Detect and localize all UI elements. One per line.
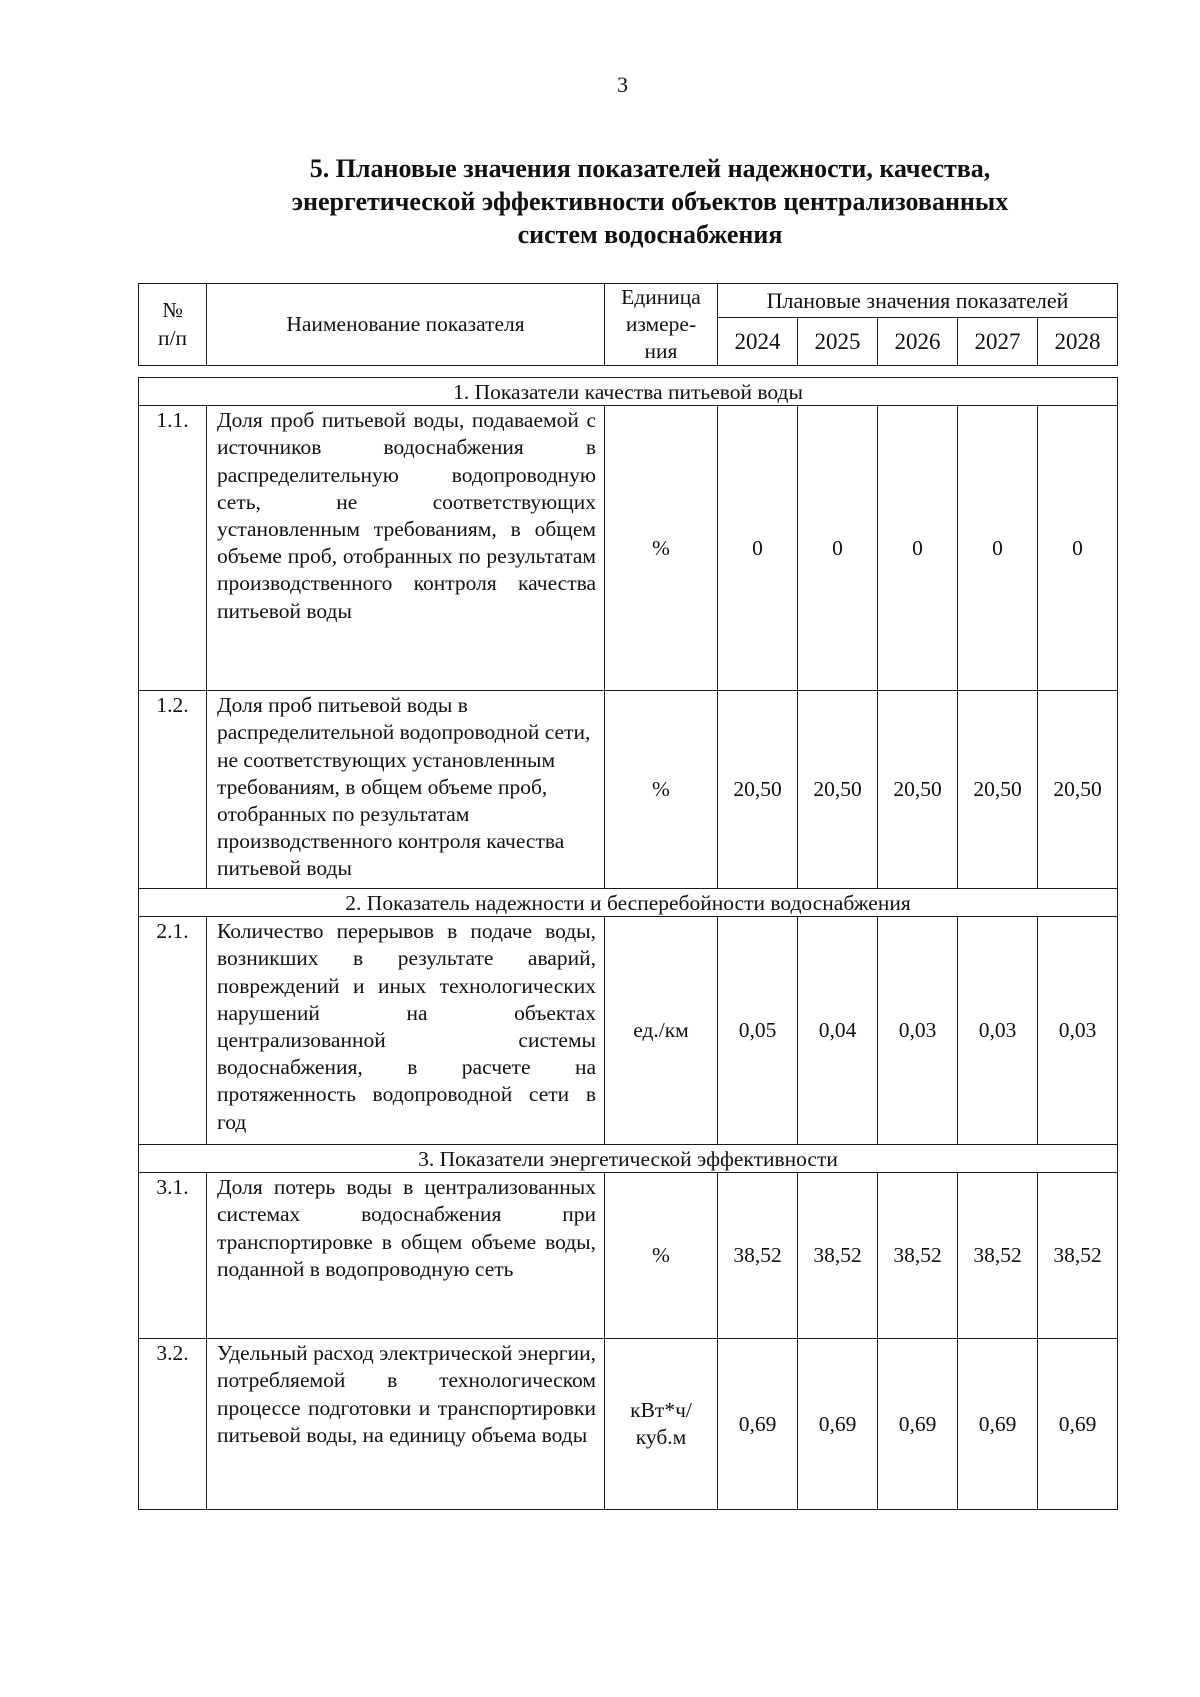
value-cell: 0,03 xyxy=(878,917,958,1145)
table-row xyxy=(139,691,1118,889)
section-title: 3. Показатели энергетической эффективности xyxy=(139,1145,1118,1173)
section-title: 1. Показатели качества питьевой воды xyxy=(139,378,1118,406)
value-cell: 20,50 xyxy=(798,691,878,889)
table-row xyxy=(139,917,1118,1145)
indicator-name: Доля проб питьевой воды, подаваемой с источников водоснабжения в распределительную водопроводную сеть, не соответствующих установленным требованиям, в общем объеме проб, отобранных по результатам производственного контроля качества питьевой воды xyxy=(207,406,605,691)
value-cell: 0,69 xyxy=(958,1339,1038,1510)
title-line-2: энергетической эффективности объектов централизованных xyxy=(291,187,1009,216)
value-cell: 0,69 xyxy=(718,1339,798,1510)
header-year: 2025 xyxy=(798,318,878,366)
row-number: 1.2. xyxy=(139,691,207,889)
value-cell: 0 xyxy=(958,406,1038,691)
value-cell: 0,04 xyxy=(798,917,878,1145)
value-cell: 20,50 xyxy=(878,691,958,889)
header-year: 2028 xyxy=(1038,318,1118,366)
header-name: Наименование показателя xyxy=(207,284,605,366)
unit-cell: % xyxy=(605,406,718,691)
value-cell: 20,50 xyxy=(1038,691,1118,889)
row-number: 3.1. xyxy=(139,1173,207,1339)
value-cell: 0 xyxy=(878,406,958,691)
value-cell: 38,52 xyxy=(798,1173,878,1339)
section-title: 2. Показатель надежности и бесперебойности водоснабжения xyxy=(139,889,1118,917)
row-number: 1.1. xyxy=(139,406,207,691)
table-row xyxy=(139,1339,1118,1510)
unit-cell: кВт*ч/ куб.м xyxy=(605,1339,718,1510)
header-unit: Единица измере-ния xyxy=(605,284,718,366)
unit-cell: % xyxy=(605,691,718,889)
row-number: 3.2. xyxy=(139,1339,207,1510)
header-year: 2024 xyxy=(718,318,798,366)
header-year: 2027 xyxy=(958,318,1038,366)
title-line-1: 5. Плановые значения показателей надежности, качества, xyxy=(309,154,991,183)
indicator-name: Доля проб питьевой воды в распределительной водопроводной сети, не соответствующих установленным требованиям, в общем объеме проб, отобранных по результатам производственного контроля качества питьевой воды xyxy=(207,691,605,889)
unit-cell: ед./км xyxy=(605,917,718,1145)
value-cell: 20,50 xyxy=(958,691,1038,889)
value-cell: 0 xyxy=(1038,406,1118,691)
indicator-name: Удельный расход электрической энергии, потребляемой в технологическом процессе подготовки и транспортировки питьевой воды, на единицу объема воды xyxy=(207,1339,605,1510)
header-year: 2026 xyxy=(878,318,958,366)
table-row xyxy=(139,406,1118,691)
page-number: 3 xyxy=(617,72,628,97)
value-cell: 38,52 xyxy=(718,1173,798,1339)
page-title xyxy=(190,152,1110,251)
value-cell: 0,05 xyxy=(718,917,798,1145)
value-cell: 0,69 xyxy=(1038,1339,1118,1510)
value-cell: 0 xyxy=(798,406,878,691)
value-cell: 38,52 xyxy=(878,1173,958,1339)
value-cell: 38,52 xyxy=(1038,1173,1118,1339)
value-cell: 0,03 xyxy=(1038,917,1118,1145)
value-cell: 0,03 xyxy=(958,917,1038,1145)
value-cell: 38,52 xyxy=(958,1173,1038,1339)
indicator-name: Доля потерь воды в централизованных системах водоснабжения при транспортировке в общем объеме воды, поданной в водопроводную сеть xyxy=(207,1173,605,1339)
title-line-3: систем водоснабжения xyxy=(517,220,783,249)
value-cell: 0,69 xyxy=(878,1339,958,1510)
value-cell: 0,69 xyxy=(798,1339,878,1510)
indicators-table xyxy=(138,283,1118,1510)
unit-cell: % xyxy=(605,1173,718,1339)
row-number: 2.1. xyxy=(139,917,207,1145)
value-cell: 20,50 xyxy=(718,691,798,889)
header-num: № п/п xyxy=(139,284,207,366)
header-plan-values: Плановые значения показателей xyxy=(718,284,1118,318)
value-cell: 0 xyxy=(718,406,798,691)
table-row xyxy=(139,1173,1118,1339)
indicator-name: Количество перерывов в подаче воды, возникших в результате аварий, повреждений и иных технологических нарушений на объектах централизованной системы водоснабжения, в расчете на протяженность водопроводной сети в год xyxy=(207,917,605,1145)
